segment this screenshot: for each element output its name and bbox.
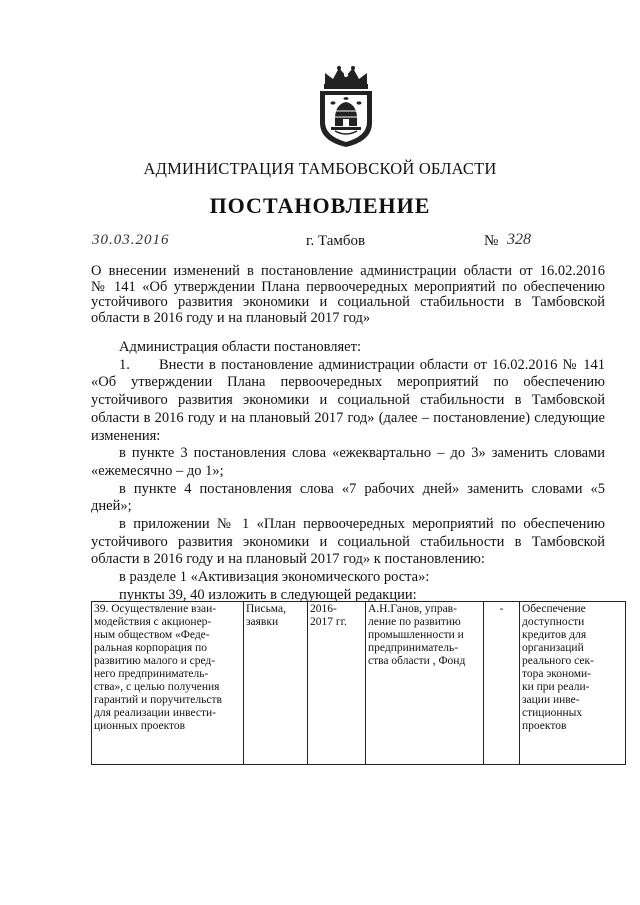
cell-line: Письма, bbox=[246, 603, 286, 615]
cell-line: реального сек- bbox=[522, 655, 594, 667]
measure-cell bbox=[92, 602, 244, 765]
item-1-text: Внести в постановление администрации области от 16.02.2016 № 141 «Об утверждении Плана первоочередных мероприятий по обеспечению устойчивого развития экономики и социальной стабильности в Тамбовской области в 2016 году и на плановый 2017 год» (далее – постановление) следующие изменения: bbox=[91, 356, 605, 444]
dash-cell: - bbox=[484, 602, 520, 765]
cell-line: промышленности и bbox=[368, 629, 464, 641]
cell-line: организаций bbox=[522, 642, 584, 654]
cell-line: ным обществом «Феде- bbox=[94, 629, 210, 641]
document-number-label: № bbox=[484, 233, 499, 249]
cell-line: доступности bbox=[522, 616, 585, 628]
document-type-title: ПОСТАНОВЛЕНИЕ bbox=[209, 193, 431, 218]
item-1-number: 1. bbox=[119, 356, 130, 373]
cell-line: ционных проектов bbox=[94, 720, 186, 732]
form-cell bbox=[244, 602, 308, 765]
item-1-paragraph bbox=[91, 357, 605, 446]
cell-line: 2016- bbox=[310, 603, 337, 615]
subject-line: О внесении изменений в постановление администрации области от 16.02.2016 bbox=[91, 263, 605, 279]
cell-line: заявки bbox=[246, 616, 279, 628]
document-date-handwritten: 30.03.2016 bbox=[92, 232, 170, 248]
cell-line: ки при реали- bbox=[522, 681, 590, 693]
document-subject bbox=[91, 264, 605, 326]
cell-line: А.Н.Ганов, управ- bbox=[368, 603, 457, 615]
amendment-paragraph-4: в разделе 1 «Активизация экономического роста»: bbox=[119, 569, 430, 586]
cell-line: развитию малого и сред- bbox=[94, 655, 216, 667]
cell-line: Обеспечение bbox=[522, 603, 586, 615]
cell-line: 39. Осуществление взаи- bbox=[94, 603, 217, 615]
cell-line: ление по развитию bbox=[368, 616, 461, 628]
cell-line: ства», с целью получения bbox=[94, 681, 220, 693]
cell-line: зации инве- bbox=[522, 694, 580, 706]
cell-line: ральная корпорация по bbox=[94, 642, 208, 654]
table-row bbox=[92, 602, 626, 765]
document-number-handwritten: 328 bbox=[507, 231, 531, 248]
amendment-paragraph-3: в приложении № 1 «План первоочередных мероприятий по обеспечению устойчивого развития экономики и социальной стабильности в Тамбовской области в 2016 году и на плановый 2017 год» к постановлению: bbox=[91, 516, 605, 568]
cell-line: проектов bbox=[522, 720, 567, 732]
document-body bbox=[91, 339, 605, 605]
amendment-paragraph-1: в пункте 3 постановления слова «ежеквартально – до 3» заменить словами «ежемесячно – до 1»; bbox=[91, 445, 605, 479]
period-cell bbox=[308, 602, 366, 765]
document-city: г. Тамбов bbox=[306, 233, 366, 249]
result-cell bbox=[520, 602, 626, 765]
subject-line: устойчивого развития экономики и социальной стабильности в Тамбовской bbox=[91, 294, 605, 310]
cell-line: стиционных bbox=[522, 707, 583, 719]
cell-line: тора экономи- bbox=[522, 668, 591, 680]
subject-line: области в 2016 году и на плановый 2017 год» bbox=[91, 309, 371, 326]
cell-line: ства области , Фонд bbox=[368, 655, 466, 667]
cell-line: модействия с акционер- bbox=[94, 616, 212, 628]
organization-title: АДМИНИСТРАЦИЯ ТАМБОВСКОЙ ОБЛАСТИ bbox=[143, 159, 497, 178]
cell-line: кредитов для bbox=[522, 629, 587, 641]
cell-line: 2017 гг. bbox=[310, 616, 347, 628]
cell-line: гарантий и поручительств bbox=[94, 694, 222, 706]
amendment-paragraph-2: в пункте 4 постановления слова «7 рабочих дней» заменить словами «5 дней»; bbox=[91, 480, 605, 515]
cell-line: для реализации инвести- bbox=[94, 707, 217, 719]
amendment-table bbox=[91, 601, 626, 765]
intro-paragraph: Администрация области постановляет: bbox=[119, 339, 361, 355]
cell-line: предприниматель- bbox=[368, 642, 459, 654]
cell-line: него предприниматель- bbox=[94, 668, 209, 680]
subject-line: № 141 «Об утверждении Плана первоочередных мероприятий по обеспечению bbox=[91, 278, 605, 295]
amendment-paragraph-5: пункты 39, 40 изложить в следующей редакции: bbox=[119, 586, 417, 603]
tambov-coat-of-arms-emblem bbox=[311, 63, 381, 149]
responsible-cell bbox=[366, 602, 484, 765]
